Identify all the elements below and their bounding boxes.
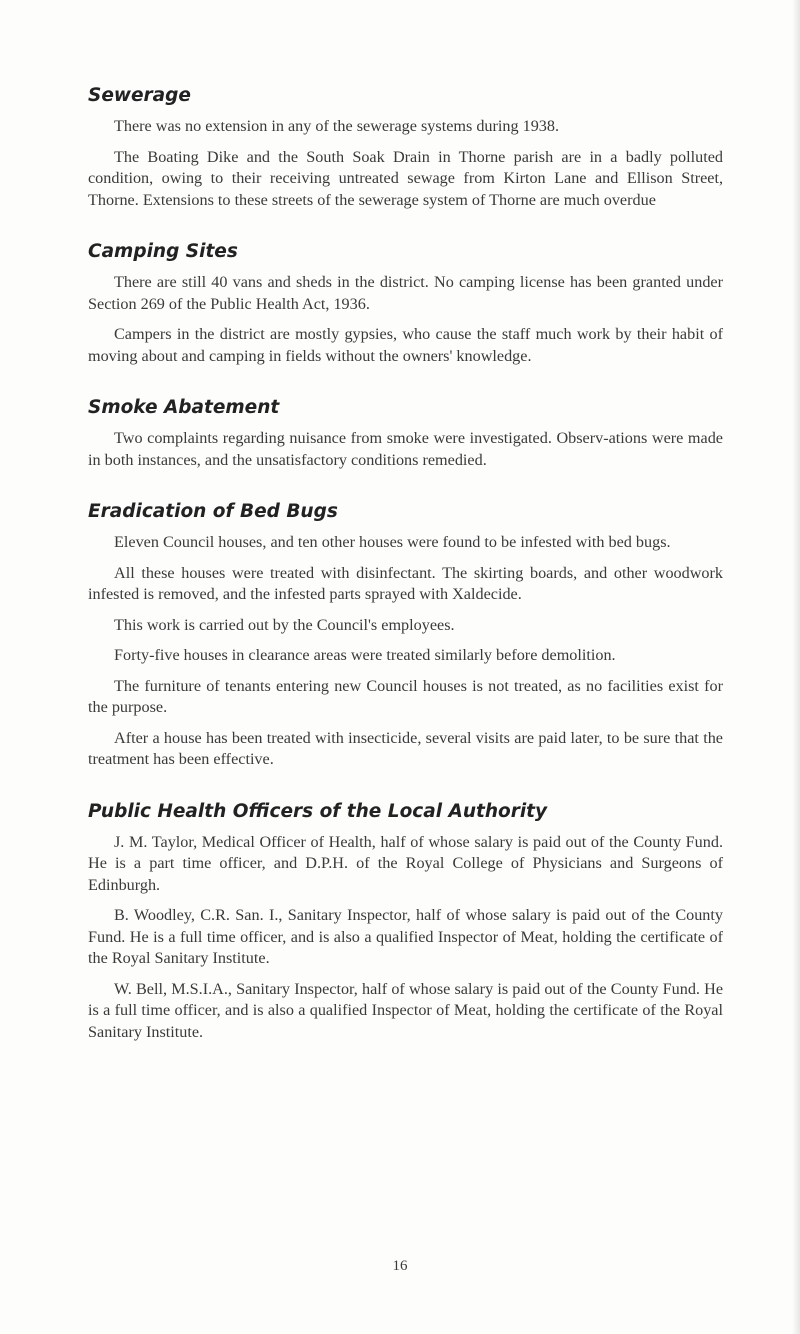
section-heading: Eradication of Bed Bugs xyxy=(88,501,338,522)
paragraph: All these houses were treated with disinfectant. The skirting boards, and other woodwork infested is removed, and the infested parts sprayed with Xaldecide. xyxy=(88,563,723,603)
paragraph: This work is carried out by the Council's employees. xyxy=(114,615,455,634)
paragraph: Eleven Council houses, and ten other houses were found to be infested with bed bugs. xyxy=(114,533,671,551)
section-heading: Sewerage xyxy=(88,85,191,106)
paragraph: Campers in the district are mostly gypsies, who cause the staff much work by their habit of moving about and camping in fields without the owners' knowledge. xyxy=(88,325,723,365)
paragraph: W. Bell, M.S.I.A., Sanitary Inspector, half of whose salary is paid out of the County Fund. He is a full time officer, and is also a qualified Inspector of Meat, holding the certificate of the Royal Sanitary Institute. xyxy=(88,979,723,1041)
section-heading: Public Health Officers of the Local Authority xyxy=(88,800,548,822)
page-edge-shadow xyxy=(792,0,800,1334)
paragraph: After a house has been treated with insecticide, several visits are paid later, to be sure that the treatment has been effective. xyxy=(88,728,723,768)
section-bed-bugs xyxy=(88,500,723,771)
page-content xyxy=(88,84,723,1072)
section-sewerage xyxy=(88,84,723,211)
section-heading: Camping Sites xyxy=(88,241,238,262)
section-smoke-abatement xyxy=(88,396,723,471)
paragraph: The Boating Dike and the South Soak Drain in Thorne parish are in a badly polluted condition, owing to their receiving untreated sewage from Kirton Lane and Ellison Street, Thorne. Extensions to these streets of the sewerage system of Thorne are much overdue xyxy=(88,147,723,209)
paragraph: B. Woodley, C.R. San. I., Sanitary Inspector, half of whose salary is paid out of the County Fund. He is a full time officer, and is also a qualified Inspector of Meat, holding the certificate of the Royal Sanitary Institute. xyxy=(88,906,723,967)
paragraph: There are still 40 vans and sheds in the district. No camping license has been granted under Section 269 of the Public Health Act, 1936. xyxy=(88,273,723,313)
paragraph: Forty-five houses in clearance areas were treated similarly before demolition. xyxy=(114,646,616,664)
page-number: 16 xyxy=(392,1258,408,1274)
paragraph: There was no extension in any of the sewerage systems during 1938. xyxy=(114,117,560,135)
paragraph: Two complaints regarding nuisance from smoke were investigated. Observ-ations were made in both instances, and the unsatisfactory conditions remedied. xyxy=(88,429,723,469)
paragraph: The furniture of tenants entering new Council houses is not treated, as no facilities exist for the purpose. xyxy=(88,676,723,716)
section-heading: Smoke Abatement xyxy=(88,397,280,418)
section-camping-sites xyxy=(88,240,723,367)
paragraph: J. M. Taylor, Medical Officer of Health, half of whose salary is paid out of the County Fund. He is a part time officer, and D.P.H. of the Royal College of Physicians and Surgeons of Edinburgh. xyxy=(88,832,723,894)
section-public-health-officers xyxy=(88,800,723,1044)
